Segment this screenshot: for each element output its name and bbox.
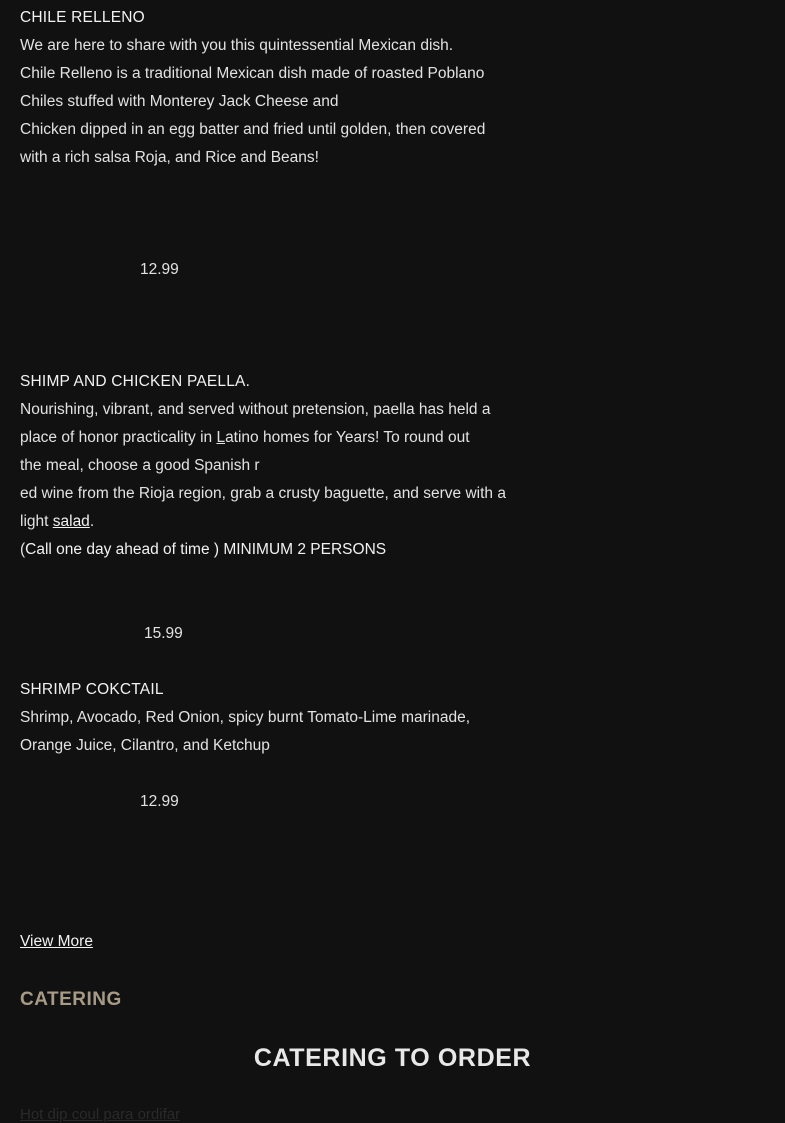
item-price: 12.99: [140, 793, 179, 810]
item-description-line: Chile Relleno is a traditional Mexican dish made of roasted Poblano: [20, 65, 485, 82]
catering-heading: CATERING TO ORDER: [253, 1044, 532, 1072]
item-description-line: [20, 508, 94, 536]
item-description-line: Shrimp, Avocado, Red Onion, spicy burnt Tomato-Lime marinade,: [20, 709, 471, 726]
item-description-line: Nourishing, vibrant, and served without pretension, paella has held a: [20, 401, 491, 418]
item-description-line: ed wine from the Rioja region, grab a crusty baguette, and serve with a: [20, 485, 506, 502]
item-price: 15.99: [144, 625, 183, 642]
text-fragment: place of honor practicality in: [20, 429, 217, 446]
catering-section-label: CATERING: [20, 989, 122, 1010]
item-title-chile-relleno: CHILE RELLENO: [20, 9, 145, 26]
catering-partial-link[interactable]: Hot dip coul para ordifar: [20, 1106, 181, 1123]
item-description-line: the meal, choose a good Spanish r: [20, 457, 260, 474]
salad-link[interactable]: salad: [52, 513, 90, 530]
item-description-line: with a rich salsa Roja, and Rice and Beans!: [20, 149, 319, 166]
item-description-line: We are here to share with you this quintessential Mexican dish.: [20, 37, 454, 54]
text-fragment: light: [20, 513, 53, 530]
text-fragment: .: [89, 513, 95, 530]
item-title-shrimp-cocktail: SHRIMP COKCTAIL: [20, 681, 164, 698]
item-description-line: Chicken dipped in an egg batter and fried until golden, then covered: [20, 121, 486, 138]
item-description-line: Chiles stuffed with Monterey Jack Cheese and: [20, 93, 339, 110]
note-text: Call one day ahead of time ) MINIMUM 2 PERSONS: [25, 541, 387, 558]
text-fragment: atino homes for Years! To round out: [225, 429, 470, 446]
paren-fragment: (: [20, 541, 26, 558]
item-description-line: Orange Juice, Cilantro, and Ketchup: [20, 737, 270, 754]
item-note: [20, 536, 386, 564]
view-more-link[interactable]: View More: [20, 933, 93, 950]
item-title-paella: SHIMP AND CHICKEN PAELLA.: [20, 373, 251, 390]
item-price: 12.99: [140, 261, 179, 278]
item-description-line: [20, 424, 470, 452]
underlined-letter: L: [216, 429, 226, 446]
